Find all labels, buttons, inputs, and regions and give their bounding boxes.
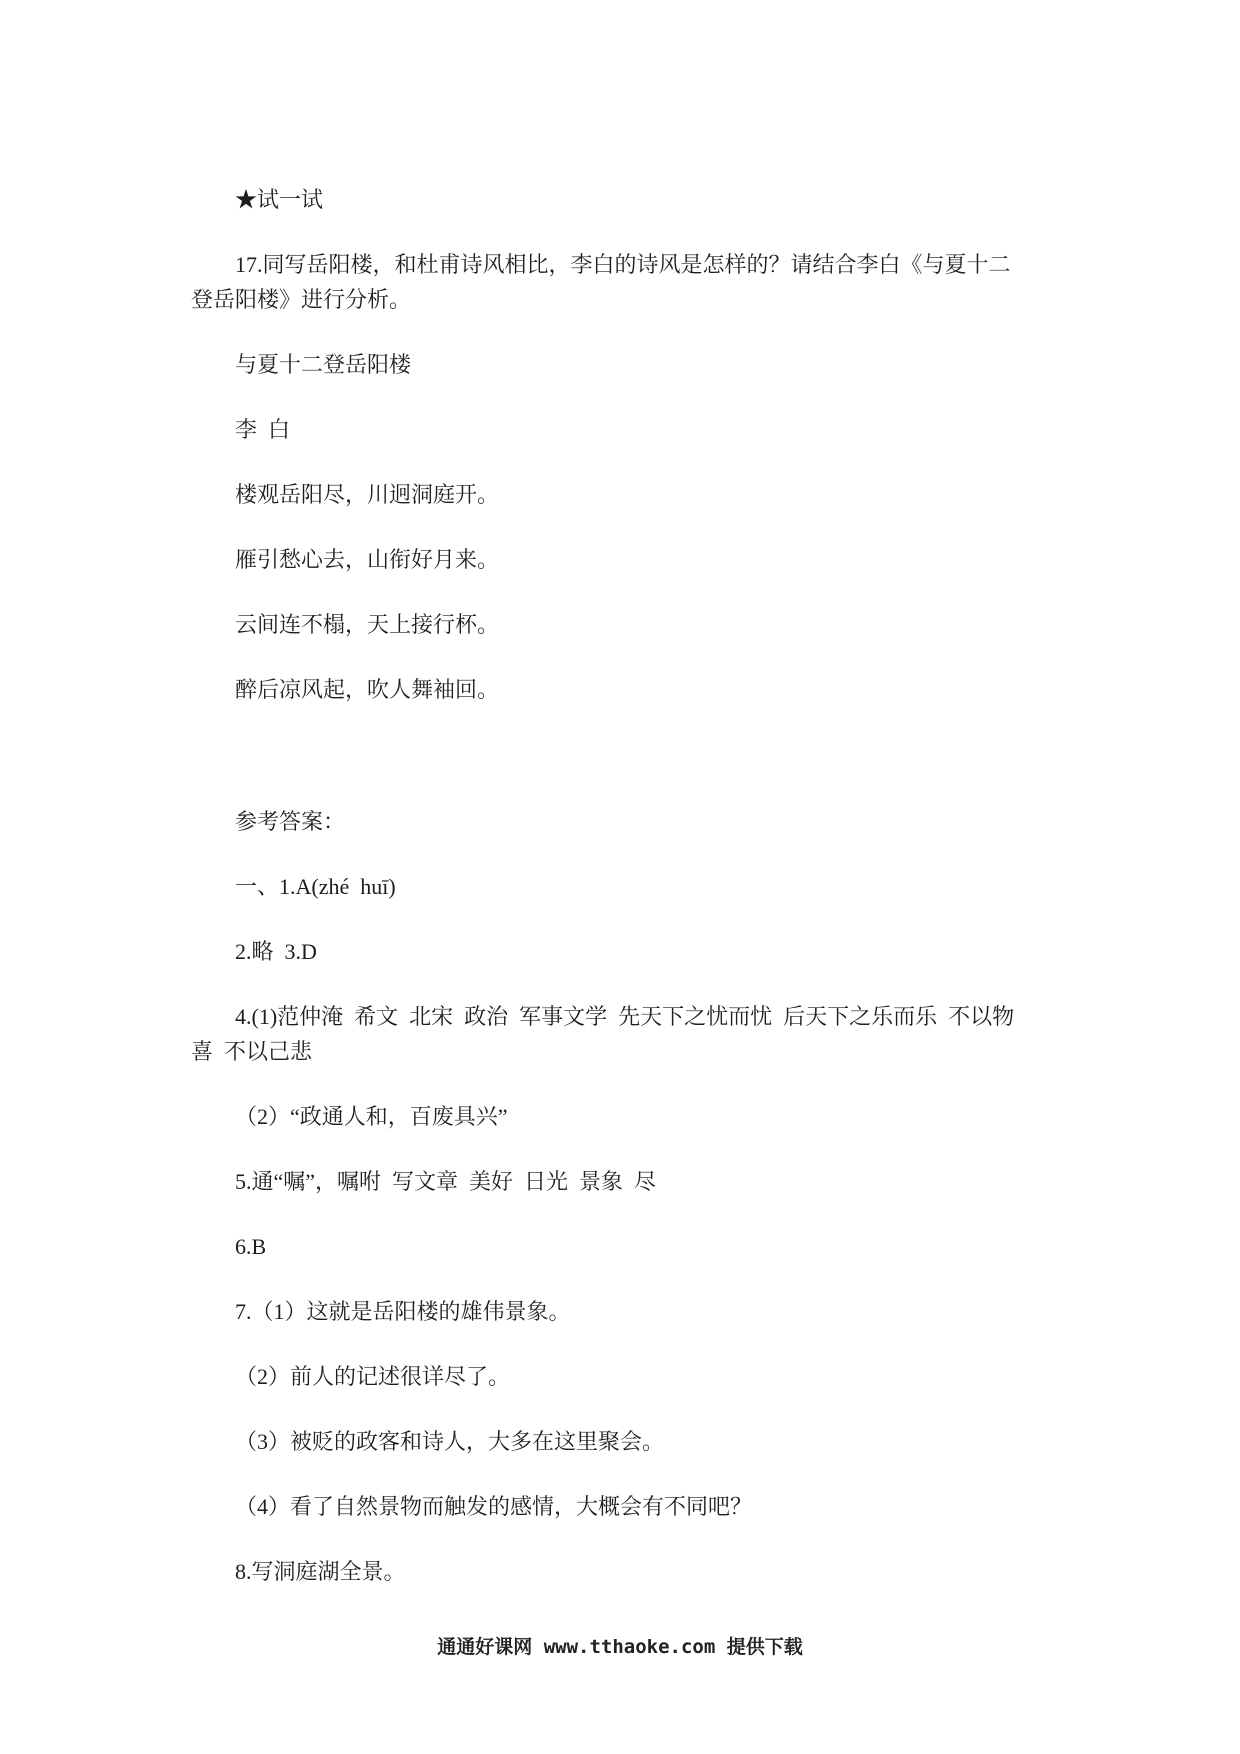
answer-item: 5.通“嘱”，嘱咐 写文章 美好 日光 景象 尽 [235, 1169, 657, 1194]
poem-line: 云间连不榻，天上接行杯。 [235, 612, 500, 637]
answer-item: （2）“政通人和，百废具兴” [235, 1104, 508, 1129]
poem-line: 楼观岳阳尽，川迥洞庭开。 [235, 482, 500, 507]
answer-item: （3）被贬的政客和诗人，大多在这里聚会。 [235, 1429, 665, 1454]
poem-line: 雁引愁心去，山衔好月来。 [235, 547, 500, 572]
answer-item: 一、1.A(zhé huī) [235, 874, 396, 899]
answer-item: 4.(1)范仲淹 希文 北宋 政治 军事文学 先天下之忧而忧 后天下之乐而乐 不以物喜 不以己悲 [191, 1004, 1015, 1064]
poem-author: 李 白 [235, 417, 291, 442]
footer-credit: 通通好课网 www.tthaoke.com 提供下载 [437, 1636, 803, 1658]
answer-item: 2.略 3.D [235, 939, 317, 964]
answer-item: 8.写洞庭湖全景。 [235, 1559, 406, 1584]
document-body [191, 182, 1031, 1619]
question-text: 17.同写岳阳楼，和杜甫诗风相比，李白的诗风是怎样的？请结合李白《与夏十二登岳阳楼》进行分析。 [191, 252, 1011, 312]
poem-line: 醉后凉风起，吹人舞袖回。 [235, 677, 500, 702]
answer-item: 7.（1）这就是岳阳楼的雄伟景象。 [235, 1299, 571, 1324]
answer-item: （4）看了自然景物而触发的感情，大概会有不同吧？ [235, 1494, 753, 1519]
answers-heading: 参考答案： [235, 809, 346, 834]
answer-item: （2）前人的记述很详尽了。 [235, 1364, 511, 1389]
section-title: ★试一试 [235, 187, 324, 212]
answer-item: 6.B [235, 1234, 267, 1259]
poem-title: 与夏十二登岳阳楼 [235, 352, 412, 377]
